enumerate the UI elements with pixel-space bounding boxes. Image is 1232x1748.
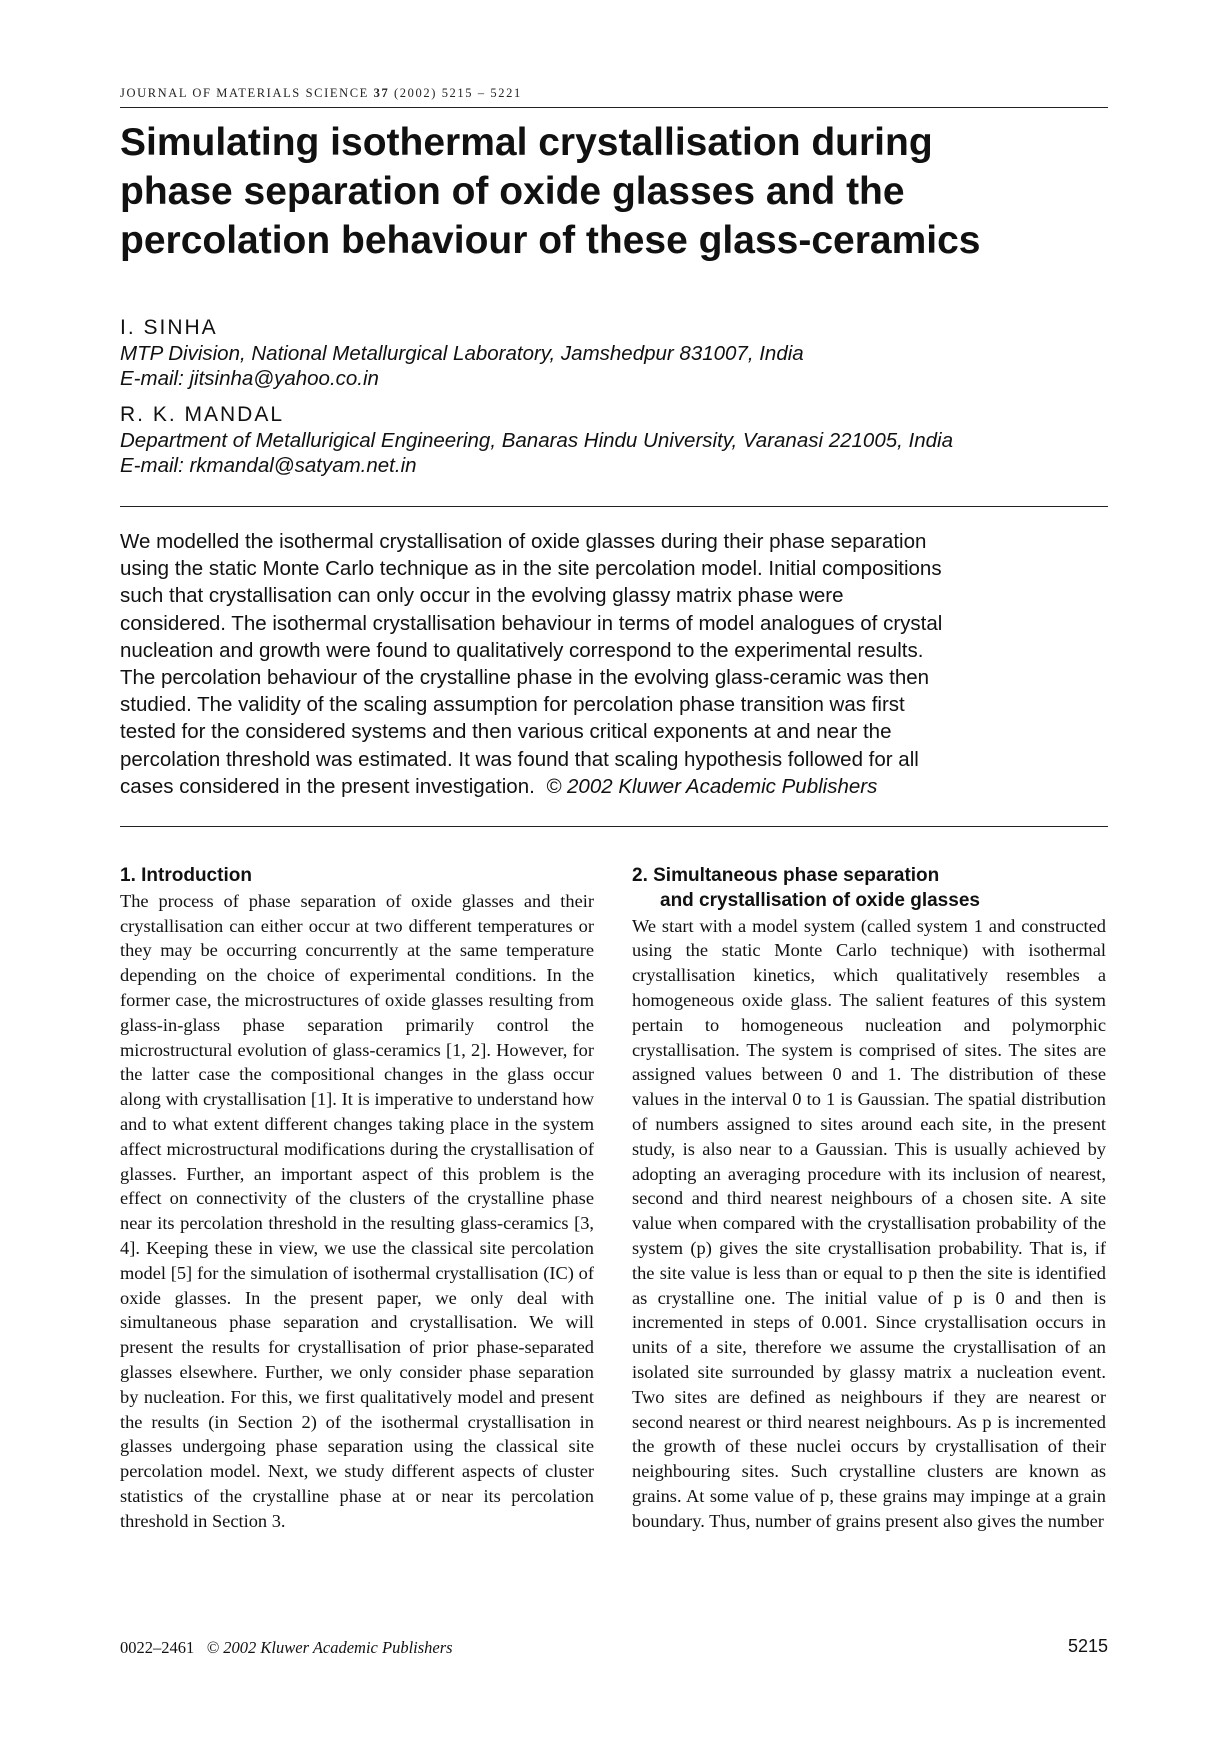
abstract-last-line xyxy=(120,773,1110,800)
page-number: 5215 xyxy=(1067,1636,1108,1656)
abstract-line: using the static Monte Carlo technique as in the site percolation model. Initial compositions xyxy=(120,557,942,581)
running-head xyxy=(120,86,1108,101)
title-line: phase separation of oxide glasses and the xyxy=(120,170,905,213)
section-heading-line: 2. Simultaneous phase separation xyxy=(632,865,940,886)
author-block xyxy=(120,315,1108,391)
footer-copyright: © 2002 Kluwer Academic Publishers xyxy=(206,1638,453,1657)
abstract-line: percolation threshold was estimated. It was found that scaling hypothesis followed for all xyxy=(120,747,919,771)
section-heading: 1. Introduction xyxy=(120,865,252,886)
abstract-line: cases considered in the present investigation. xyxy=(120,774,535,798)
journal-name: JOURNAL OF MATERIALS SCIENCE xyxy=(120,86,369,100)
author-email: E-mail: rkmandal@satyam.net.in xyxy=(120,454,417,477)
author-affiliation: Department of Metallurigical Engineering, Banaras Hindu University, Varanasi 221005, India xyxy=(120,429,953,452)
abstract-line: studied. The validity of the scaling assumption for percolation phase transition was first xyxy=(120,693,905,717)
title-line: Simulating isothermal crystallisation during xyxy=(120,121,933,164)
abstract-bottom-rule xyxy=(120,826,1108,827)
left-column xyxy=(120,864,594,1534)
abstract xyxy=(120,528,1110,800)
abstract-line: considered. The isothermal crystallisation behaviour in terms of model analogues of crystal xyxy=(120,611,943,635)
author-name: I. SINHA xyxy=(120,316,218,339)
abstract-line: such that crystallisation can only occur in the evolving glassy matrix phase were xyxy=(120,584,844,608)
section-heading-line: and crystallisation of oxide glasses xyxy=(660,889,980,911)
footer-issn xyxy=(120,1638,453,1658)
header-rule xyxy=(120,107,1108,108)
right-column xyxy=(632,864,1106,1534)
title-line: percolation behaviour of these glass-ceramics xyxy=(120,219,981,262)
author-affiliation: MTP Division, National Metallurgical Laboratory, Jamshedpur 831007, India xyxy=(120,342,804,365)
section-heading-line-wrapper xyxy=(632,889,1106,914)
abstract-copyright: © 2002 Kluwer Academic Publishers xyxy=(546,774,878,798)
abstract-line: tested for the considered systems and then various critical exponents at and near the xyxy=(120,720,892,744)
section-body: The process of phase separation of oxide glasses and their crystallisation can either occur at two different temperatures or they may be occurring concurrently at the same temperature depending on the choice of experimental conditions. In the former case, the microstructures of oxide glasses resulting from glass-in-glass phase separation primarily control the microstructural evolution of glass-ceramics [1, 2]. However, for the latter case the compositional changes in the glass occur along with crystallisation [1]. It is imperative to understand how and to what extent different changes taking place in the system affect microstructural modifications during the crystallisation of glasses. Further, an important aspect of this problem is the effect on connectivity of the clusters of the crystalline phase near its percolation threshold in the resulting glass-ceramics [3, 4]. Keeping these in view, we use the classical site percolation model [5] for the simulation of isothermal crystallisation (IC) of oxide glasses. In the present paper, we only deal with simultaneous phase separation and crystallisation. We will present the results for crystallisation of prior phase-separated glasses elsewhere. Further, we only consider phase separation by nucleation. For this, we first qualitatively model and present the results (in Section 2) of the isothermal crystallisation in glasses undergoing phase separation using the classical site percolation model. Next, we study different aspects of cluster statistics of the crystalline phase at or near its percolation threshold in Section 3. xyxy=(120,890,594,1531)
author-name: R. K. MANDAL xyxy=(120,403,285,426)
abstract-line: We modelled the isothermal crystallisation of oxide glasses during their phase separation xyxy=(120,530,927,553)
abstract-line: nucleation and growth were found to qualitatively correspond to the experimental results. xyxy=(120,638,924,662)
abstract-line: The percolation behaviour of the crystalline phase in the evolving glass-ceramic was then xyxy=(120,666,930,690)
author-email: E-mail: jitsinha@yahoo.co.in xyxy=(120,367,379,390)
author-block xyxy=(120,402,1108,478)
section-body: We start with a model system (called system 1 and constructed using the static Monte Carlo technique) with isothermal crystallisation kinetics, which qualitatively resembles a homogeneous oxide glass. The salient features of this system pertain to homogeneous nucleation and polymorphic crystallisation. The system is comprised of sites. The sites are assigned values between 0 and 1. The distribution of these values in the interval 0 to 1 is Gaussian. The spatial distribution of numbers assigned to sites around each site, in the present study, is also near to a Gaussian. This is usually achieved by adopting an averaging procedure with its inclusion of nearest, second and third nearest neighbours of a chosen site. A site value when compared with the crystallisation probability of the system (p) gives the site crystallisation probability. That is, if the site value is less than or equal to p then the site is identified as crystalline one. The initial value of p is 0 and then is incremented in steps of 0.001. Since crystallisation occurs in units of a site, therefore we assume the crystallisation of an isolated site surrounded by glassy matrix a nucleation event. Two sites are defined as neighbours if they are nearest or second nearest or third nearest neighbours. As p is incremented the growth of these nuclei occurs by crystallisation of their neighbouring sites. Such crystalline clusters are known as grains. At some value of p, these grains may impinge at a grain boundary. Thus, number of grains present also gives the number xyxy=(632,915,1106,1531)
issn: 0022–2461 xyxy=(120,1638,195,1657)
article-title xyxy=(120,118,1080,265)
journal-volume: 37 xyxy=(373,86,390,100)
section-heading xyxy=(632,864,1106,914)
journal-year-pages: (2002) 5215 – 5221 xyxy=(394,86,522,100)
abstract-top-rule xyxy=(120,506,1108,507)
